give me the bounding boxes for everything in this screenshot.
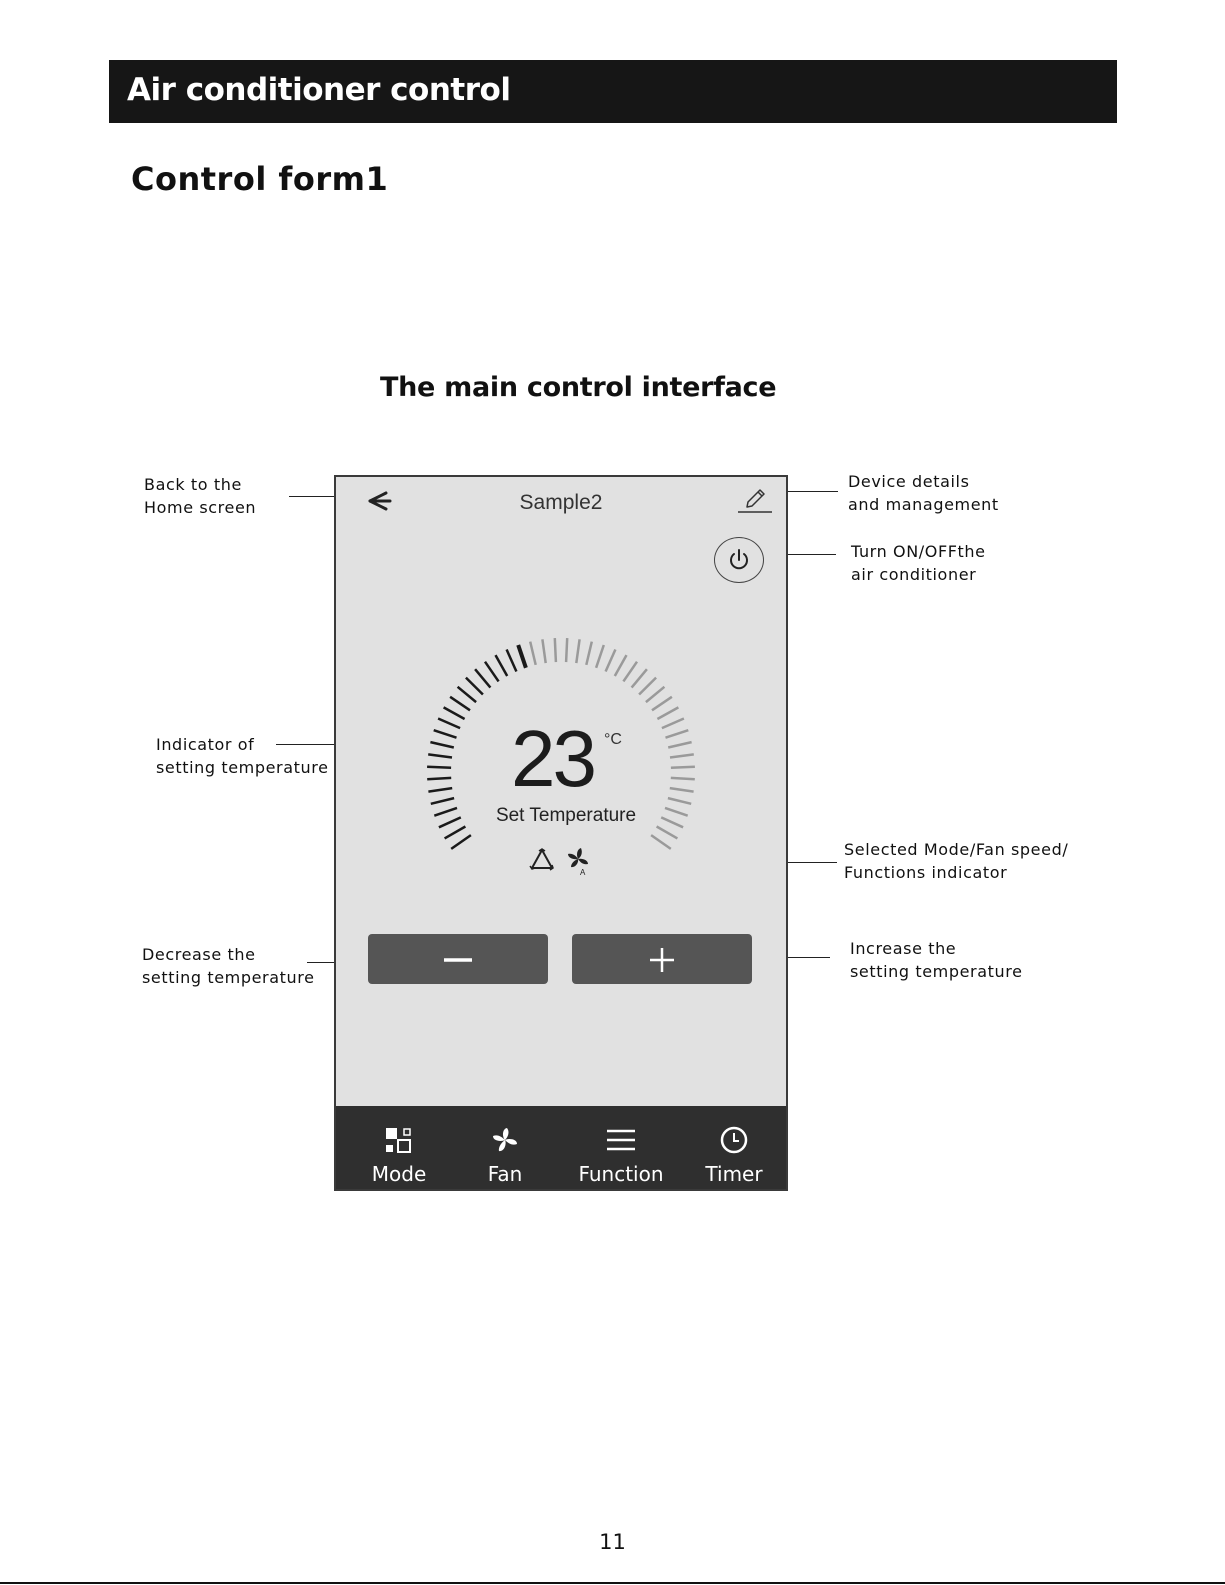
plus-icon (642, 939, 682, 979)
set-temperature-label: Set Temperature (495, 805, 637, 826)
dial-tick (576, 639, 579, 663)
dial-tick (651, 835, 671, 849)
section-title: Control form1 (131, 160, 389, 198)
svg-text:A: A (580, 868, 586, 877)
callout-indicator-line1: Indicator of (156, 735, 255, 754)
dial-tick (450, 697, 470, 711)
dial-tick (586, 642, 592, 665)
dial-tick (555, 638, 556, 662)
bottom-tab-bar (336, 1106, 786, 1189)
temperature-value: 23 (511, 714, 594, 803)
callout-back (144, 473, 256, 519)
dial-tick (466, 678, 483, 695)
leader-back (289, 496, 337, 497)
callout-back-line1: Back to the (144, 475, 242, 494)
leader-device (781, 491, 838, 492)
temperature-unit: °C (604, 731, 622, 748)
dial-tick (566, 638, 567, 662)
increase-button[interactable] (572, 934, 752, 984)
dial-tick (615, 655, 627, 676)
dial-tick (445, 827, 466, 839)
callout-indicator (156, 733, 329, 779)
dial-tick (671, 778, 695, 779)
dial-tick (496, 655, 508, 676)
tab-timer-label: Timer (705, 1162, 763, 1186)
header-title: Air conditioner control (127, 72, 511, 108)
dial-tick (507, 650, 517, 672)
dial-tick (596, 645, 604, 668)
dial-tick (668, 798, 691, 804)
callout-decrease-line1: Decrease the (142, 945, 256, 964)
callout-decrease-line2: setting temperature (142, 968, 315, 987)
figure-title: The main control interface (380, 372, 777, 403)
callout-mode-indicator (844, 838, 1068, 884)
device-name: Sample2 (519, 491, 603, 514)
callout-device (848, 470, 999, 516)
callout-mode-indicator-line2: Functions indicator (844, 863, 1008, 882)
callout-decrease (142, 943, 315, 989)
dial-tick (485, 662, 499, 682)
dial-tick (427, 767, 451, 768)
dial-tick (646, 687, 665, 702)
tab-mode[interactable] (350, 1106, 448, 1189)
dial-tick (444, 707, 465, 719)
dial-tick (542, 639, 545, 663)
dial-tick (606, 650, 616, 672)
dial-tick (662, 719, 684, 729)
power-button[interactable] (714, 537, 764, 583)
page-number: 11 (599, 1530, 626, 1554)
dial-tick (623, 662, 637, 682)
dial-tick (666, 730, 689, 738)
power-icon (727, 548, 751, 572)
header-bar (109, 60, 1117, 123)
decrease-button[interactable] (368, 934, 548, 984)
fan-auto-icon (564, 847, 594, 877)
tab-fan-label: Fan (487, 1162, 523, 1186)
bottom-rule (0, 1582, 1225, 1584)
dial-tick (657, 707, 678, 719)
callout-increase-line1: Increase the (850, 939, 957, 958)
tab-mode-label: Mode (371, 1162, 427, 1186)
dial-tick (475, 669, 490, 687)
dial-tick (518, 645, 526, 668)
recycle-mode-icon (526, 847, 560, 875)
minus-icon (438, 939, 478, 979)
tab-function-label: Function (578, 1162, 664, 1186)
callout-device-line2: and management (848, 495, 999, 514)
dial-tick (530, 642, 536, 665)
dial-tick (451, 835, 471, 849)
dial-tick (652, 697, 672, 711)
dial-tick (632, 669, 647, 687)
phone-screen (334, 475, 788, 1191)
callout-power (851, 540, 986, 586)
callout-device-line1: Device details (848, 472, 970, 491)
dial-tick (427, 778, 451, 779)
clock-icon (718, 1126, 750, 1156)
tab-timer[interactable] (686, 1106, 782, 1189)
dial-tick (428, 754, 452, 757)
callout-increase (850, 937, 1023, 983)
pencil-icon[interactable] (736, 485, 774, 515)
tab-function[interactable] (562, 1106, 680, 1189)
dial-tick (458, 687, 477, 702)
callout-increase-line2: setting temperature (850, 962, 1023, 981)
tab-fan[interactable] (458, 1106, 552, 1189)
dial-tick (434, 730, 457, 738)
dial-tick (430, 742, 453, 747)
dial-tick (431, 798, 454, 804)
callout-power-line1: Turn ON/OFFthe (851, 542, 986, 561)
dial-tick (668, 742, 691, 747)
callout-indicator-line2: setting temperature (156, 758, 329, 777)
fan-icon (489, 1126, 521, 1156)
callout-mode-indicator-line1: Selected Mode/Fan speed/ (844, 840, 1069, 859)
dial-tick (657, 827, 678, 839)
dial-tick (670, 788, 694, 792)
dial-tick (670, 754, 694, 757)
dial-tick (639, 678, 656, 695)
dial-tick (671, 767, 695, 768)
dial-tick (428, 788, 452, 792)
callout-power-line2: air conditioner (851, 565, 977, 584)
menu-icon (605, 1126, 637, 1156)
mode-grid-icon (384, 1126, 416, 1156)
dial-tick (438, 719, 460, 729)
callout-back-line2: Home screen (144, 498, 257, 517)
